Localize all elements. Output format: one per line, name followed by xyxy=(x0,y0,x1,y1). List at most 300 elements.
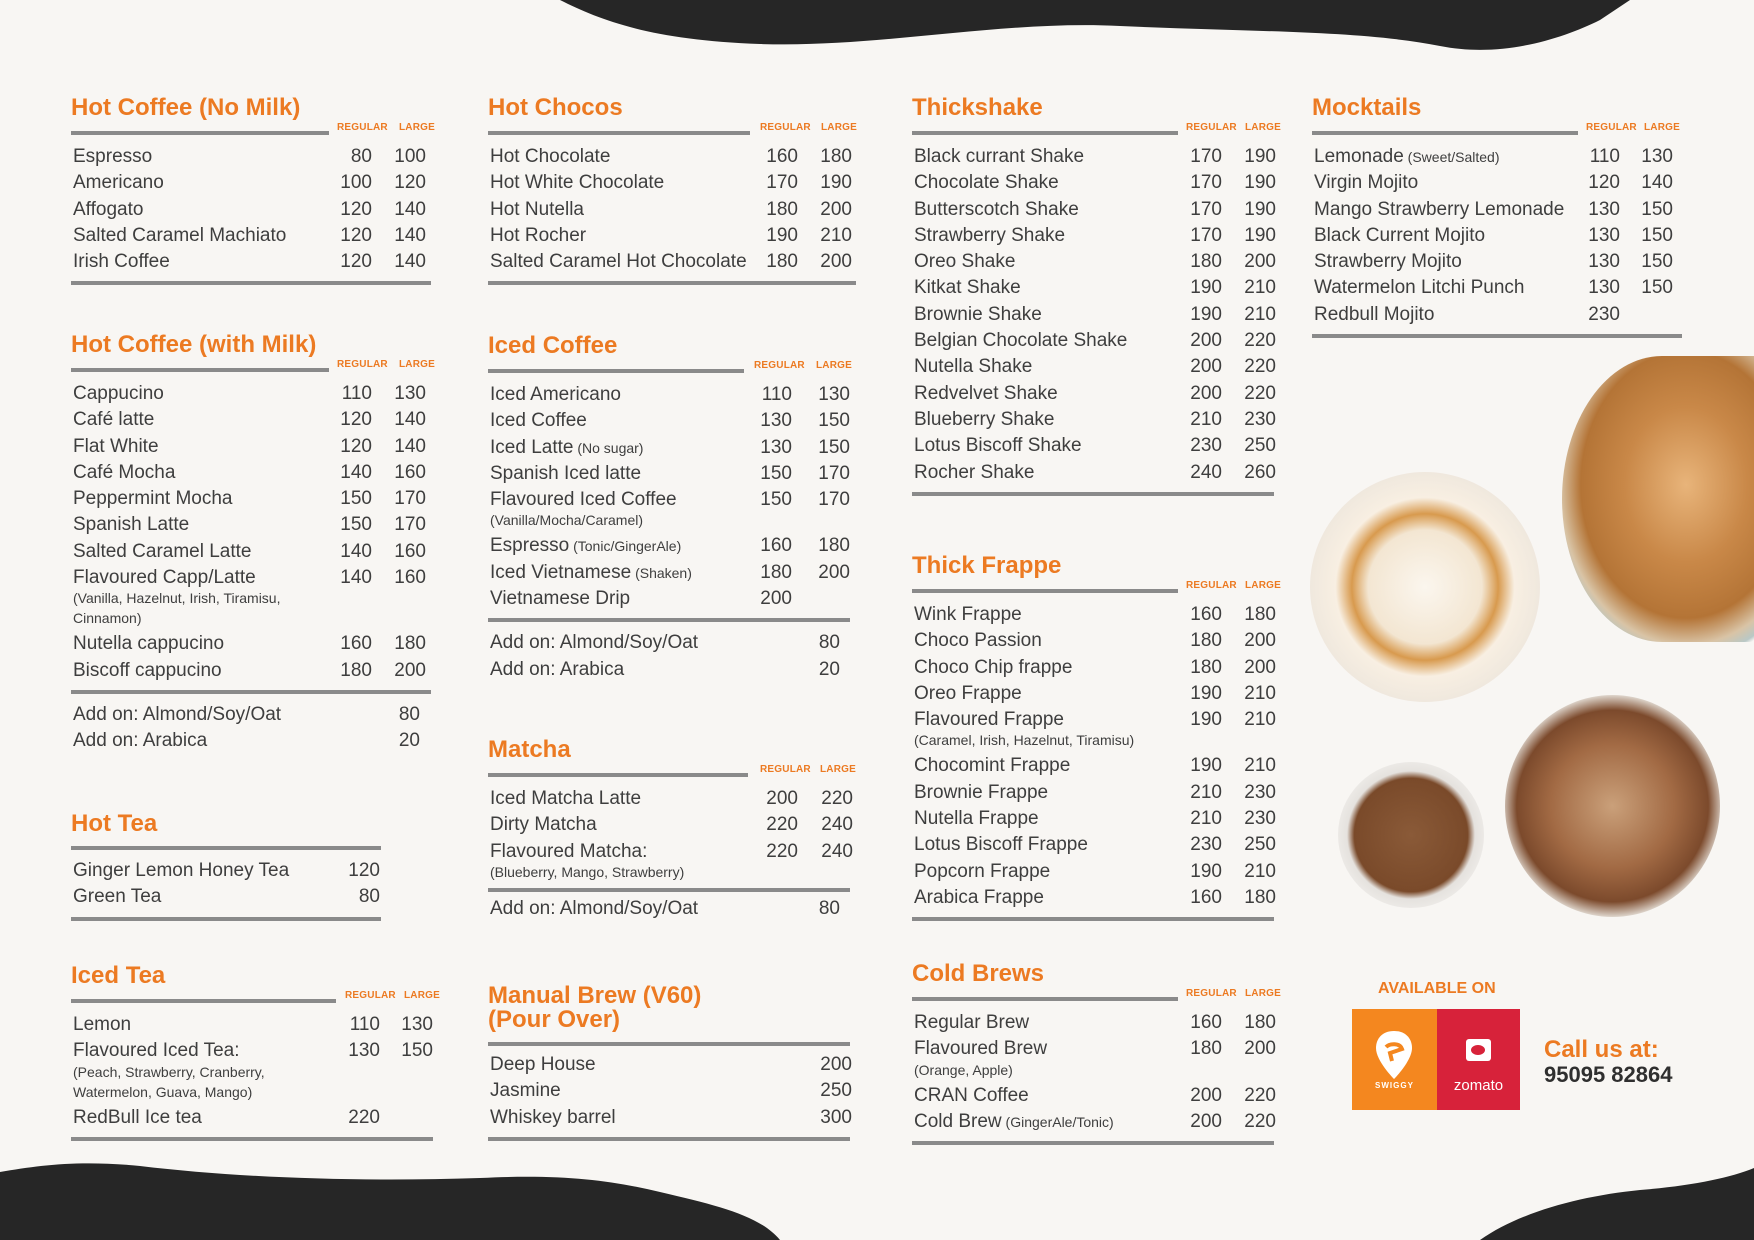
price-large: 170 xyxy=(394,488,426,510)
item-name: Regular Brew xyxy=(914,1012,1030,1033)
menu-item[interactable] xyxy=(488,223,856,249)
menu-item[interactable] xyxy=(71,460,431,486)
item-name: Ginger Lemon Honey Tea xyxy=(73,860,290,881)
item-name: Black currant Shake xyxy=(914,146,1085,167)
price-regular: 220 xyxy=(766,840,798,862)
item-name: Hot Rocher xyxy=(490,224,587,246)
price-large: 180 xyxy=(820,146,852,167)
menu-item[interactable] xyxy=(912,381,1274,407)
price-regular: 180 xyxy=(1190,1038,1222,1060)
item-detail: (Shaken) xyxy=(631,564,692,581)
price-regular: 170 xyxy=(1190,198,1222,220)
price-regular: 130 xyxy=(1588,277,1620,299)
item-name: Chocomint Frappe xyxy=(914,755,1071,777)
section-title: Mocktails xyxy=(1312,94,1422,121)
price-large: 160 xyxy=(394,540,426,562)
item-name: Iced Americano xyxy=(490,384,621,405)
phone-number[interactable]: 95095 82864 xyxy=(1544,1062,1673,1087)
price-regular: 180 xyxy=(340,659,372,681)
item-detail: (GingerAle/Tonic) xyxy=(1001,1113,1114,1130)
regular-label: REGULAR xyxy=(1186,580,1237,591)
item-name: Lemon xyxy=(73,1014,132,1035)
price-regular: 130 xyxy=(348,1040,380,1062)
item-name: Peppermint Mocha xyxy=(73,488,233,510)
section-iced-coffee xyxy=(488,332,850,683)
regular-label: REGULAR xyxy=(337,122,388,133)
section-title: Hot Tea xyxy=(71,810,158,837)
price-regular: 110 xyxy=(761,384,792,405)
price-regular: 190 xyxy=(766,224,798,246)
menu-item[interactable] xyxy=(488,560,850,586)
menu-item[interactable] xyxy=(912,170,1274,196)
price: 80 xyxy=(818,897,840,919)
menu-item[interactable] xyxy=(912,460,1274,486)
price-header xyxy=(488,122,856,144)
price-large: 220 xyxy=(1244,330,1276,352)
price-regular: 200 xyxy=(760,588,792,610)
item-options-note: (Vanilla, Hazelnut, Irish, Tiramisu, Cinnamon) xyxy=(73,590,281,627)
item-name: Café Mocha xyxy=(73,461,176,483)
item-name: Chocolate Shake xyxy=(914,172,1059,194)
price-regular: 150 xyxy=(760,462,792,484)
price-header xyxy=(71,990,440,1012)
price-large: 180 xyxy=(394,633,426,655)
item-name: Watermelon Litchi Punch xyxy=(1314,277,1525,299)
price-regular: 200 xyxy=(766,788,798,809)
item-name: Cappucino xyxy=(73,383,164,404)
price-regular: 170 xyxy=(1190,146,1222,167)
large-label: LARGE xyxy=(1245,580,1281,591)
price-regular: 140 xyxy=(340,567,372,589)
menu-item[interactable] xyxy=(912,628,1274,654)
price-large: 150 xyxy=(1641,198,1673,220)
price-large: 220 xyxy=(1244,356,1276,378)
price-regular: 160 xyxy=(1190,886,1222,908)
menu-item[interactable] xyxy=(71,197,431,223)
item-options-note: (Vanilla/Mocha/Caramel) xyxy=(490,512,644,529)
price-regular: 190 xyxy=(1190,303,1222,325)
menu-item[interactable] xyxy=(488,170,856,196)
item-name: Iced Latte (No sugar) xyxy=(490,436,644,458)
price-large: 140 xyxy=(1641,172,1673,194)
price-large: 180 xyxy=(1244,886,1276,908)
price-regular: 110 xyxy=(1589,146,1620,167)
price: 80 xyxy=(398,703,420,725)
price-large: 130 xyxy=(401,1014,433,1035)
menu-item[interactable] xyxy=(912,328,1274,354)
item-name: Lotus Biscoff Frappe xyxy=(914,834,1088,856)
price-large: 210 xyxy=(1244,755,1276,777)
price-regular: 120 xyxy=(340,435,372,457)
menu-item[interactable] xyxy=(488,382,850,408)
item-options-note: (Orange, Apple) xyxy=(914,1061,1013,1078)
item-name: Nutella Frappe xyxy=(914,808,1039,830)
price-header xyxy=(488,360,850,382)
call-us-label: Call us at: xyxy=(1544,1036,1659,1063)
price-regular: 160 xyxy=(760,535,792,557)
menu-item[interactable] xyxy=(71,728,431,754)
menu-item[interactable] xyxy=(912,1083,1274,1109)
regular-label: REGULAR xyxy=(345,990,396,1001)
menu-item[interactable] xyxy=(488,1052,850,1078)
price: 300 xyxy=(820,1106,852,1128)
item-name: Rocher Shake xyxy=(914,461,1035,483)
item-name: Brownie Shake xyxy=(914,303,1042,325)
item-name: Black Current Mojito xyxy=(1314,224,1486,246)
price-header xyxy=(912,580,1281,602)
price-regular: 140 xyxy=(340,540,372,562)
menu-item[interactable] xyxy=(71,223,431,249)
item-name: Redbull Mojito xyxy=(1314,303,1435,325)
menu-item[interactable] xyxy=(488,1105,850,1131)
price-regular: 180 xyxy=(766,198,798,220)
menu-item[interactable] xyxy=(912,780,1274,806)
menu-item[interactable] xyxy=(71,631,431,657)
swiggy-icon xyxy=(1352,1009,1437,1110)
price-regular: 180 xyxy=(1190,630,1222,652)
price-large: 150 xyxy=(1641,251,1673,273)
item-name: Flavoured Capp/Latte xyxy=(73,567,256,589)
menu-item[interactable] xyxy=(912,859,1274,885)
item-name: Virgin Mojito xyxy=(1314,172,1419,194)
item-name: CRAN Coffee xyxy=(914,1084,1029,1106)
price-large: 240 xyxy=(821,814,853,836)
menu-item[interactable] xyxy=(488,435,850,461)
price: 250 xyxy=(820,1080,852,1102)
item-detail: (No sugar) xyxy=(573,439,644,456)
price-regular: 160 xyxy=(766,146,798,167)
price-large: 200 xyxy=(820,251,852,273)
price-large: 230 xyxy=(1244,781,1276,803)
price-regular: 190 xyxy=(1190,277,1222,299)
price-header xyxy=(71,122,435,144)
menu-item[interactable] xyxy=(912,753,1274,779)
regular-label: REGULAR xyxy=(337,359,388,370)
price-header xyxy=(488,764,856,786)
menu-item[interactable] xyxy=(71,539,431,565)
menu-item[interactable] xyxy=(1312,197,1682,223)
item-name: Vietnamese Drip xyxy=(490,588,631,610)
menu-item[interactable] xyxy=(488,533,850,559)
item-name: Jasmine xyxy=(490,1080,561,1102)
section-manual-brew xyxy=(488,982,850,1141)
section-thickshake xyxy=(912,94,1281,496)
price-regular: 120 xyxy=(340,224,372,246)
price-large: 210 xyxy=(1244,277,1276,299)
section-title: Thickshake xyxy=(912,94,1043,121)
price-large: 130 xyxy=(818,384,850,405)
item-name: Iced Vietnamese (Shaken) xyxy=(490,561,692,583)
menu-item[interactable] xyxy=(71,1105,433,1131)
menu-item[interactable] xyxy=(488,786,853,812)
price-header xyxy=(1312,122,1682,144)
price-regular: 180 xyxy=(1190,251,1222,273)
menu-item[interactable] xyxy=(912,197,1274,223)
menu-item[interactable] xyxy=(1312,275,1682,301)
price-regular: 190 xyxy=(1190,682,1222,704)
regular-label: REGULAR xyxy=(754,360,805,371)
item-name: Flavoured Frappe xyxy=(914,709,1064,731)
section-title: Hot Coffee (with Milk) xyxy=(71,331,317,358)
price-regular: 130 xyxy=(1588,224,1620,246)
price-regular: 210 xyxy=(1190,781,1222,803)
menu-item[interactable] xyxy=(71,702,431,728)
menu-item[interactable] xyxy=(912,655,1274,681)
price-regular: 160 xyxy=(340,633,372,655)
item-name: Butterscotch Shake xyxy=(914,198,1079,220)
item-name: Arabica Frappe xyxy=(914,886,1044,908)
price-large: 200 xyxy=(1244,251,1276,273)
item-name: Oreo Shake xyxy=(914,251,1016,273)
item-name: Mango Strawberry Lemonade xyxy=(1314,198,1565,220)
menu-item[interactable] xyxy=(912,354,1274,380)
menu-item[interactable] xyxy=(488,144,856,170)
price-large: 210 xyxy=(1244,682,1276,704)
price-regular: 180 xyxy=(1190,656,1222,678)
price-large: 120 xyxy=(394,172,426,194)
regular-label: REGULAR xyxy=(1186,122,1237,133)
large-label: LARGE xyxy=(404,990,440,1001)
price-regular: 100 xyxy=(340,172,372,194)
zomato-icon xyxy=(1437,1009,1520,1110)
item-name: Wink Frappe xyxy=(914,604,1022,625)
section-title xyxy=(488,982,850,1034)
item-name: Add on: Almond/Soy/Oat xyxy=(490,632,699,654)
menu-item[interactable] xyxy=(1312,249,1682,275)
section-mocktails xyxy=(1312,94,1682,338)
item-name: Espresso xyxy=(73,146,153,167)
price-large: 100 xyxy=(394,146,426,167)
menu-item[interactable] xyxy=(488,657,850,683)
item-name: Affogato xyxy=(73,198,144,220)
menu-item[interactable] xyxy=(71,249,431,275)
price-large: 150 xyxy=(401,1040,433,1062)
latte-photo xyxy=(1562,356,1754,642)
menu-item[interactable] xyxy=(488,1078,850,1104)
price-large: 140 xyxy=(394,198,426,220)
section-thick-frappe xyxy=(912,552,1281,921)
item-name: Flavoured Matcha: xyxy=(490,840,648,862)
menu-item[interactable] xyxy=(71,434,431,460)
item-detail: (Sweet/Salted) xyxy=(1403,149,1500,165)
menu-item[interactable] xyxy=(488,461,850,487)
price-regular: 220 xyxy=(766,814,798,836)
large-label: LARGE xyxy=(820,764,856,775)
menu-item[interactable] xyxy=(488,630,850,656)
section-cold-brews xyxy=(912,960,1281,1145)
price-regular: 230 xyxy=(1190,435,1222,457)
price-regular: 180 xyxy=(766,251,798,273)
large-label: LARGE xyxy=(399,359,435,370)
price-large: 210 xyxy=(1244,303,1276,325)
menu-item[interactable] xyxy=(1312,144,1682,170)
menu-item[interactable] xyxy=(912,1109,1274,1135)
menu-item[interactable] xyxy=(71,1012,433,1038)
price-regular: 80 xyxy=(350,146,372,167)
menu-item[interactable] xyxy=(71,407,431,433)
item-name: RedBull Ice tea xyxy=(73,1106,202,1128)
menu-item[interactable] xyxy=(1312,302,1682,328)
menu-item[interactable] xyxy=(71,170,431,196)
price-large: 190 xyxy=(1244,146,1276,167)
item-name: Choco Chip frappe xyxy=(914,656,1073,678)
price-regular: 120 xyxy=(340,251,372,273)
item-detail: (Tonic/GingerAle) xyxy=(569,538,682,555)
price-regular: 150 xyxy=(340,488,372,510)
price-regular: 180 xyxy=(760,561,792,583)
item-options-note: (Peach, Strawberry, Cranberry, Watermelon, Guava, Mango) xyxy=(73,1063,265,1100)
price-large: 180 xyxy=(818,535,850,557)
item-name: Iced Coffee xyxy=(490,410,587,432)
menu-item[interactable] xyxy=(488,197,856,223)
price: 80 xyxy=(818,632,840,654)
regular-label: REGULAR xyxy=(760,122,811,133)
item-name: Americano xyxy=(73,172,164,194)
price-large: 260 xyxy=(1244,461,1276,483)
item-name: Lotus Biscoff Shake xyxy=(914,435,1082,457)
price-regular: 200 xyxy=(1190,1084,1222,1106)
price-large: 230 xyxy=(1244,408,1276,430)
item-name: Popcorn Frappe xyxy=(914,860,1051,882)
menu-item[interactable] xyxy=(912,249,1274,275)
menu-item[interactable] xyxy=(71,512,431,538)
price-large: 160 xyxy=(394,461,426,483)
price-large: 210 xyxy=(820,224,852,246)
price: 200 xyxy=(820,1054,852,1075)
item-name: Add on: Arabica xyxy=(73,730,208,752)
menu-item[interactable] xyxy=(71,381,431,407)
swiggy-badge[interactable] xyxy=(1352,1009,1437,1110)
section-title: Hot Chocos xyxy=(488,94,623,121)
price-header xyxy=(71,359,435,381)
menu-item[interactable] xyxy=(912,1010,1274,1036)
item-name: Kitkat Shake xyxy=(914,277,1021,299)
large-label: LARGE xyxy=(821,122,857,133)
menu-item[interactable] xyxy=(488,812,853,838)
menu-item[interactable] xyxy=(1312,170,1682,196)
menu-item[interactable] xyxy=(488,896,850,922)
price: 120 xyxy=(348,860,380,881)
price-regular: 190 xyxy=(1190,860,1222,882)
zomato-label: zomato xyxy=(1453,1077,1504,1094)
price-large: 240 xyxy=(821,840,853,862)
item-name: Spanish Latte xyxy=(73,514,190,536)
price-large: 180 xyxy=(1244,1012,1276,1033)
section-title: Thick Frappe xyxy=(912,552,1062,579)
item-name: Flavoured Iced Coffee xyxy=(490,489,677,511)
menu-item[interactable] xyxy=(912,302,1274,328)
menu-item[interactable] xyxy=(912,275,1274,301)
item-name: Iced Matcha Latte xyxy=(490,788,642,809)
section-title: Iced Coffee xyxy=(488,332,618,359)
item-name: Deep House xyxy=(490,1054,596,1075)
zomato-badge[interactable] xyxy=(1437,1009,1520,1110)
item-name: Strawberry Mojito xyxy=(1314,251,1462,273)
iced-coffee-photo xyxy=(1505,695,1720,917)
menu-item[interactable] xyxy=(488,249,856,275)
menu-item[interactable] xyxy=(912,832,1274,858)
menu-item[interactable] xyxy=(912,681,1274,707)
menu-item[interactable] xyxy=(71,658,431,684)
price-large: 140 xyxy=(394,409,426,431)
item-name: Add on: Almond/Soy/Oat xyxy=(490,897,699,919)
menu-item[interactable] xyxy=(912,806,1274,832)
price-large: 170 xyxy=(818,489,850,511)
item-name: Cold Brew (GingerAle/Tonic) xyxy=(914,1110,1114,1132)
price-regular: 200 xyxy=(1190,330,1222,352)
menu-item[interactable] xyxy=(71,884,381,910)
price-regular: 110 xyxy=(341,383,372,404)
menu-item[interactable] xyxy=(71,144,431,170)
price-large: 200 xyxy=(1244,656,1276,678)
price-regular: 130 xyxy=(1588,251,1620,273)
menu-item[interactable] xyxy=(71,486,431,512)
price-large: 220 xyxy=(821,788,853,809)
whipped-cream-drink-photo xyxy=(1310,472,1540,702)
item-name: Salted Caramel Hot Chocolate xyxy=(490,251,747,273)
price-regular: 160 xyxy=(1190,1012,1222,1033)
price-large: 190 xyxy=(1244,224,1276,246)
price-large: 130 xyxy=(1641,146,1673,167)
price-regular: 200 xyxy=(1190,1110,1222,1132)
menu-item[interactable] xyxy=(488,586,850,612)
price-large: 170 xyxy=(394,514,426,536)
price-regular: 230 xyxy=(1588,303,1620,325)
menu-item[interactable] xyxy=(912,144,1274,170)
price-large: 200 xyxy=(820,198,852,220)
price-regular: 200 xyxy=(1190,382,1222,404)
menu-item[interactable] xyxy=(912,223,1274,249)
item-name: Flavoured Brew xyxy=(914,1038,1048,1060)
section-hot-coffee-with-milk xyxy=(71,331,435,755)
price-regular: 240 xyxy=(1190,461,1222,483)
menu-item[interactable] xyxy=(912,433,1274,459)
item-name: Salted Caramel Latte xyxy=(73,540,252,562)
item-name: Strawberry Shake xyxy=(914,224,1066,246)
menu-item[interactable] xyxy=(71,858,381,884)
price-large: 190 xyxy=(1244,172,1276,194)
price-large: 150 xyxy=(818,410,850,432)
section-hot-tea xyxy=(71,810,381,921)
item-name: Flat White xyxy=(73,435,159,457)
price-regular: 170 xyxy=(766,172,798,194)
price-large: 200 xyxy=(394,659,426,681)
title-line-1: Manual Brew (V60) xyxy=(488,982,702,1009)
price-large: 210 xyxy=(1244,709,1276,731)
title-line-2: (Pour Over) xyxy=(488,1006,621,1033)
menu-item[interactable] xyxy=(912,885,1274,911)
item-name: Add on: Arabica xyxy=(490,658,625,680)
item-name: Green Tea xyxy=(73,886,162,908)
price-regular: 120 xyxy=(1588,172,1620,194)
item-name: Choco Passion xyxy=(914,630,1042,652)
menu-item[interactable] xyxy=(912,602,1274,628)
menu-item[interactable] xyxy=(1312,223,1682,249)
item-name: Dirty Matcha xyxy=(490,814,597,836)
regular-label: REGULAR xyxy=(1186,988,1237,999)
price-regular: 120 xyxy=(340,409,372,431)
price-large: 230 xyxy=(1244,808,1276,830)
menu-item[interactable] xyxy=(488,408,850,434)
swiggy-label: SWIGGY xyxy=(1375,1081,1414,1090)
price-large: 250 xyxy=(1244,834,1276,856)
price-large: 170 xyxy=(818,462,850,484)
menu-item[interactable] xyxy=(912,407,1274,433)
price-large: 190 xyxy=(1244,198,1276,220)
item-options-note: (Blueberry, Mango, Strawberry) xyxy=(490,863,685,880)
section-hot-chocos xyxy=(488,94,856,285)
item-name: Biscoff cappucino xyxy=(73,659,222,681)
